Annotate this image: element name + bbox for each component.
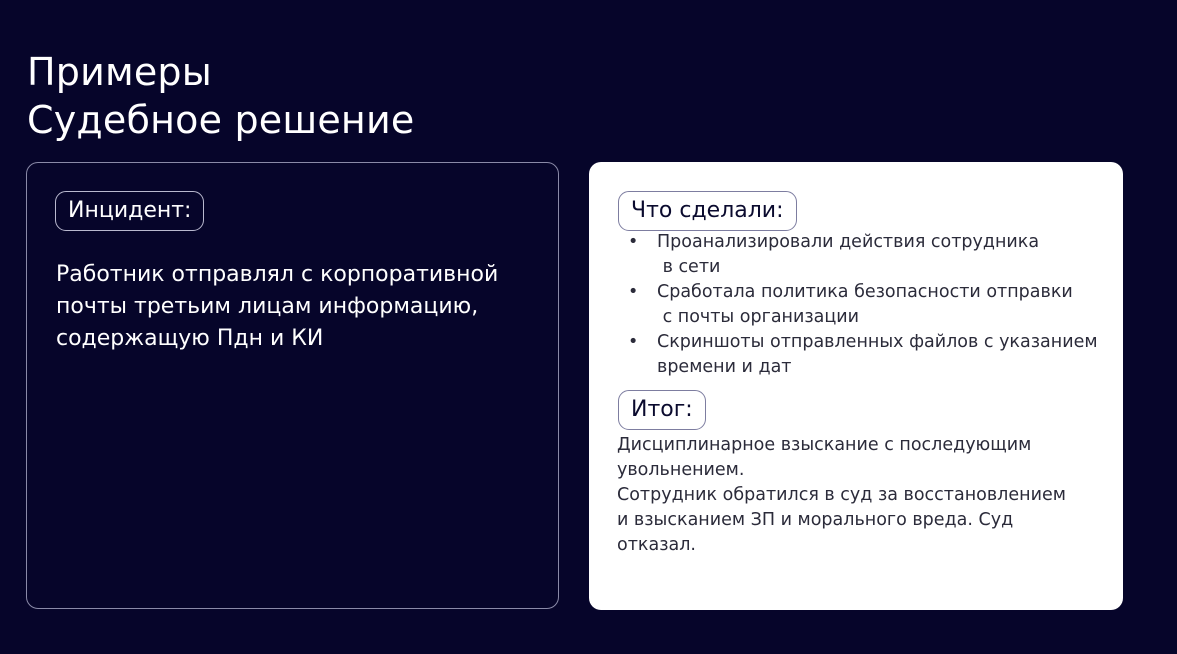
actions-list bbox=[617, 230, 1117, 380]
list-item-line: с почты организации bbox=[657, 307, 860, 327]
incident-description bbox=[56, 259, 546, 355]
actions-chip: Что сделали: bbox=[618, 191, 797, 231]
actions-card bbox=[589, 162, 1123, 610]
incident-text-line: содержащую Пдн и КИ bbox=[56, 326, 324, 351]
list-item bbox=[617, 280, 1117, 330]
incident-card bbox=[26, 162, 559, 609]
title-line-court-decision: Судебное решение bbox=[27, 98, 415, 142]
bullet: • bbox=[628, 232, 639, 252]
list-item bbox=[617, 330, 1117, 380]
list-item bbox=[617, 230, 1117, 280]
incident-text-line: почты третьим лицам информацию, bbox=[56, 294, 479, 319]
incident-text-line: Работник отправлял с корпоративной bbox=[56, 262, 499, 287]
result-text-line: Дисциплинарное взыскание с последующим bbox=[617, 435, 1032, 455]
result-chip: Итог: bbox=[618, 390, 706, 430]
result-text-line: увольнением. bbox=[617, 460, 745, 480]
list-item-line: в сети bbox=[657, 257, 721, 277]
title-line-examples: Примеры bbox=[27, 50, 212, 94]
bullet: • bbox=[628, 282, 639, 302]
list-item-line: Скриншоты отправленных файлов с указанием bbox=[657, 332, 1098, 352]
bullet: • bbox=[628, 332, 639, 352]
result-text-line: и взысканием ЗП и морального вреда. Суд bbox=[617, 510, 1014, 530]
list-item-line: времени и дат bbox=[657, 357, 792, 377]
incident-chip: Инцидент: bbox=[55, 191, 204, 231]
result-description bbox=[617, 433, 1117, 558]
slide-title bbox=[27, 48, 414, 144]
list-item-line: Сработала политика безопасности отправки bbox=[657, 282, 1073, 302]
list-item-line: Проанализировали действия сотрудника bbox=[657, 232, 1040, 252]
result-text-line: Сотрудник обратился в суд за восстановлением bbox=[617, 485, 1066, 505]
result-text-line: отказал. bbox=[617, 535, 696, 555]
